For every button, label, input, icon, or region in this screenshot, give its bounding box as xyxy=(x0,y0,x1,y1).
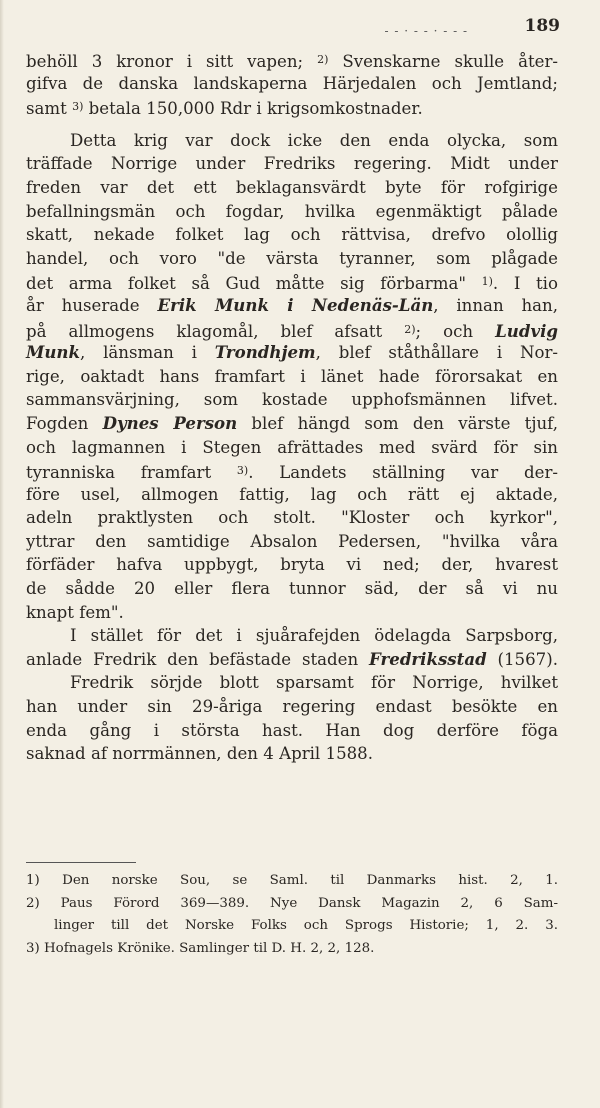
text-line: träffade Norrige under Fredriks regering. Midt under xyxy=(26,154,558,174)
header-rule: - - · - - · - - - xyxy=(384,24,468,38)
text-line: skatt, nekade folket lag och rättvisa, drefvo olollig xyxy=(26,225,558,245)
text-line: de sådde 20 eller flera tunnor säd, der så vi nu xyxy=(26,579,558,599)
page-edge-shadow xyxy=(0,0,4,1108)
text-line: anlade Fredrik den befästade staden Fredriksstad (1567). xyxy=(26,648,558,669)
running-head xyxy=(26,14,560,42)
text-line: samt $^{3)}$ betala 150,000 Rdr i krigsomkostnader. xyxy=(26,99,423,119)
text-line: rige, oaktadt hans framfart i länet hade förorsakat en xyxy=(26,366,558,386)
text-line: Fredrik sörjde blott sparsamt för Norrige, hvilket xyxy=(70,673,558,693)
text-line: det arma folket så Gud måtte sig förbarma" $^{1)}$. I tio xyxy=(26,274,558,294)
text-line: I stället för det i sjuårafejden ödelagda Sarpsborg, xyxy=(70,626,558,646)
text-line: sammansvärjning, som kostade upphofsmännen lifvet. xyxy=(26,390,558,410)
text-line: handel, och voro "de värsta tyranner, som plågade xyxy=(26,248,558,268)
footnote: 3) Hofnagels Krönike. Samlinger til D. H. 2, 2, 128. xyxy=(26,940,375,956)
text-line: befallningsmän och fogdar, hvilka egenmäktigt pålade xyxy=(26,201,558,221)
footnotes xyxy=(26,870,558,960)
text-line: behöll 3 kronor i sitt vapen; $^{2)}$ Svenskarne skulle åter- xyxy=(26,52,559,71)
text-line: yttrar den samtidige Absalon Pedersen, "hvilka våra xyxy=(26,531,558,551)
text-line: gifva de danska landskaperna Härjedalen och Jemtland; xyxy=(26,73,558,93)
footnote-continuation: linger till det Norske Folks och Sprogs Historie; 1, 2. 3. xyxy=(54,918,558,933)
text-line: Fogden Dynes Person blef hängd som den värste tjuf, xyxy=(26,412,558,433)
footnote: 2) Paus Förord 369—389. Nye Dansk Magazin 2, 6 Sam- xyxy=(26,895,558,911)
text-line: före usel, allmogen fattig, lag och rätt ej aktade, xyxy=(26,484,558,504)
text-line: Munk, länsman i Trondhjem, blef ståthållare i Nor- xyxy=(26,342,558,363)
text-line: år huserade Erik Munk i Nedenäs-Län, innan han, xyxy=(26,294,558,315)
text-line: Detta krig var dock icke den enda olycka, som xyxy=(70,130,558,150)
text-line: förfäder hafva uppbygt, bryta vi ned; der, hvarest xyxy=(26,555,558,575)
text-line: saknad af norrmännen, den 4 April 1588. xyxy=(26,744,374,764)
text-line: på allmogens klagomål, blef afsatt $^{2)}$; och Ludvig xyxy=(26,320,558,341)
text-line: enda gång i största hast. Han dog derföre föga xyxy=(26,720,558,740)
text-line: han under sin 29-åriga regering endast besökte en xyxy=(26,697,558,717)
page-number: 189 xyxy=(524,16,560,36)
text-line: knapt fem". xyxy=(26,602,124,622)
text-line: adeln praktlysten och stolt. "Kloster och kyrkor", xyxy=(26,508,558,528)
text-line: och lagmannen i Stegen afrättades med svärd för sin xyxy=(26,437,558,457)
footnote-rule xyxy=(26,862,136,863)
footnote: 1) Den norske Sou, se Saml. til Danmarks hist. 2, 1. xyxy=(26,873,558,888)
text-line: tyranniska framfart $^{3)}$. Landets ställning var der- xyxy=(26,463,558,483)
body-text xyxy=(26,48,558,766)
text-line: freden var det ett beklagansvärdt byte för rofgirige xyxy=(26,177,558,197)
